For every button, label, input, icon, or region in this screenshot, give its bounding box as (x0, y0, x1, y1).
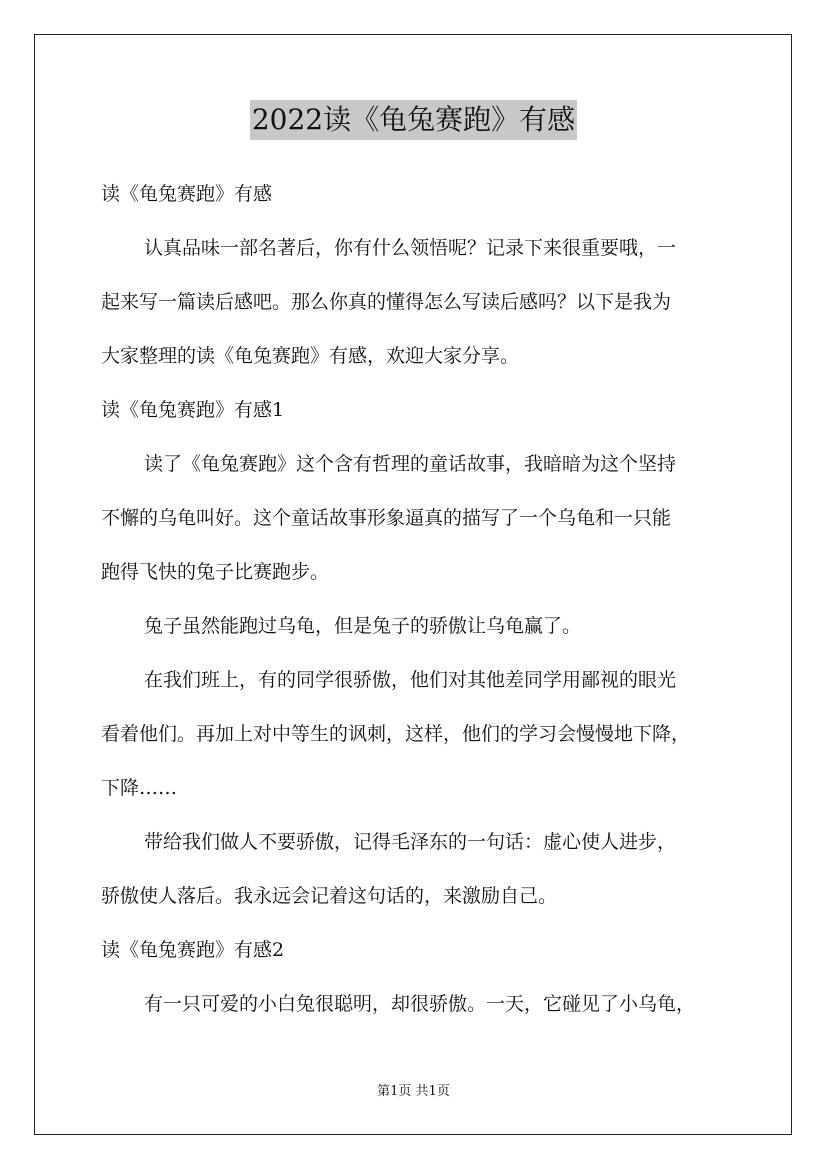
paragraph-line: 看着他们。再加上对中等生的讽刺，这样，他们的学习会慢慢地下降， (101, 723, 691, 745)
paragraph-line: 认真品味一部名著后，你有什么领悟呢？记录下来很重要哦，一 (144, 237, 677, 259)
paragraph-line: 大家整理的读《龟兔赛跑》有感，欢迎大家分享。 (101, 345, 520, 367)
paragraph-line: 读了《龟兔赛跑》这个含有哲理的童话故事，我暗暗为这个坚持 (144, 453, 677, 475)
paragraph-line: 不懈的乌龟叫好。这个童话故事形象逼真的描写了一个乌龟和一只能 (101, 507, 672, 529)
paragraph-line: 起来写一篇读后感吧。那么你真的懂得怎么写读后感吗？以下是我为 (101, 291, 672, 313)
paragraph-line: 带给我们做人不要骄傲，记得毛泽东的一句话：虚心使人进步， (144, 831, 677, 853)
paragraph-line: 有一只可爱的小白兔很聪明，却很骄傲。一天，它碰见了小乌龟， (144, 993, 696, 1015)
paragraph-line: 兔子虽然能跑过乌龟，但是兔子的骄傲让乌龟赢了。 (144, 615, 582, 637)
paragraph-line: 在我们班上，有的同学很骄傲，他们对其他差同学用鄙视的眼光 (144, 669, 677, 691)
paragraph-line: 跑得飞快的兔子比赛跑步。 (101, 561, 330, 583)
paragraph-line: 下降…… (101, 777, 178, 799)
title-container (0, 100, 827, 140)
section-heading-2: 读《龟兔赛跑》有感2 (101, 939, 285, 961)
section-heading-1: 读《龟兔赛跑》有感1 (101, 399, 285, 421)
intro-heading: 读《龟兔赛跑》有感 (101, 183, 273, 205)
document-title: 2022读《龟兔赛跑》有感 (250, 100, 577, 140)
paragraph-line: 骄傲使人落后。我永远会记着这句话的，来激励自己。 (101, 885, 558, 907)
page-footer: 第1页 共1页 (377, 1084, 450, 1099)
